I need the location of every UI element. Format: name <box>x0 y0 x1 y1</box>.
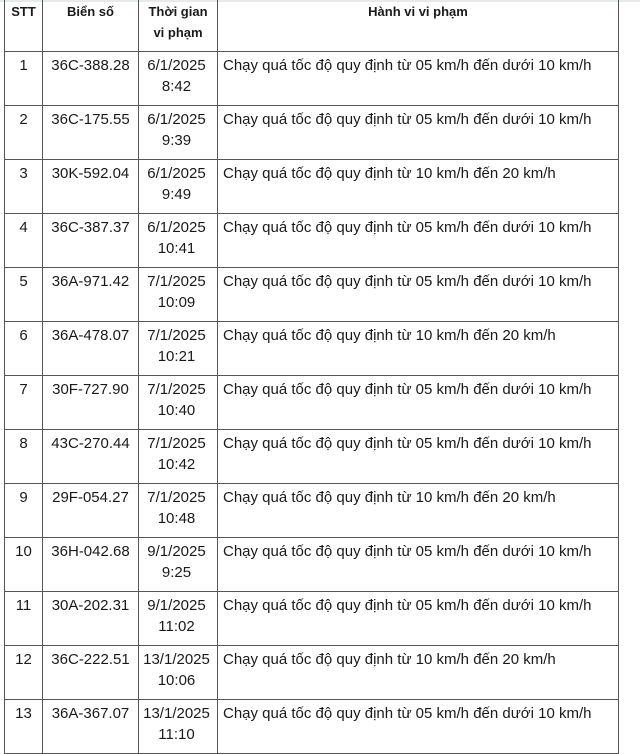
cell-date: 13/1/2025 <box>143 705 210 722</box>
header-plate-label: Biển số <box>67 4 114 19</box>
cell-violation: Chạy quá tốc độ quy định từ 05 km/h đến dưới 10 km/h <box>218 268 619 322</box>
table-row <box>5 322 619 376</box>
cell-date: 7/1/2025 <box>147 273 206 290</box>
cell-stt: 9 <box>5 484 43 538</box>
cell-stt: 2 <box>5 106 43 160</box>
cell-clock: 10:21 <box>157 348 196 365</box>
cell-plate: 30A-202.31 <box>43 592 139 646</box>
header-plate <box>43 0 139 52</box>
cell-plate: 36A-971.42 <box>43 268 139 322</box>
header-stt <box>5 0 43 52</box>
cell-stt: 1 <box>5 52 43 106</box>
header-stt-label: STT <box>11 4 36 19</box>
cell-time <box>139 160 218 214</box>
cell-clock: 10:42 <box>157 456 196 473</box>
table-row <box>5 106 619 160</box>
cell-stt: 3 <box>5 160 43 214</box>
cell-violation: Chạy quá tốc độ quy định từ 10 km/h đến 20 km/h <box>218 160 619 214</box>
cell-plate: 36H-042.68 <box>43 538 139 592</box>
cell-time <box>139 52 218 106</box>
header-time-line2: vi phạm <box>153 25 203 40</box>
header-time-line1: Thời gian <box>148 4 208 19</box>
violations-table <box>4 0 619 754</box>
cell-date: 13/1/2025 <box>143 651 210 668</box>
cell-violation: Chạy quá tốc độ quy định từ 10 km/h đến 20 km/h <box>218 646 619 700</box>
cell-date: 6/1/2025 <box>147 219 206 236</box>
cell-date: 7/1/2025 <box>147 327 206 344</box>
cell-time <box>139 592 218 646</box>
cell-time <box>139 268 218 322</box>
cell-stt: 6 <box>5 322 43 376</box>
cell-date: 7/1/2025 <box>147 435 206 452</box>
cell-plate: 36A-367.07 <box>43 700 139 754</box>
cell-plate: 36C-388.28 <box>43 52 139 106</box>
cell-plate: 36C-175.55 <box>43 106 139 160</box>
table-row <box>5 646 619 700</box>
header-row <box>5 0 619 52</box>
cell-time <box>139 430 218 484</box>
table-row <box>5 160 619 214</box>
header-violation <box>218 0 619 52</box>
cell-plate: 36C-222.51 <box>43 646 139 700</box>
cell-violation: Chạy quá tốc độ quy định từ 05 km/h đến dưới 10 km/h <box>218 106 619 160</box>
cell-date: 9/1/2025 <box>147 543 206 560</box>
cell-violation: Chạy quá tốc độ quy định từ 05 km/h đến dưới 10 km/h <box>218 592 619 646</box>
cell-time <box>139 646 218 700</box>
cell-clock: 9:49 <box>161 186 192 203</box>
header-time <box>139 0 218 52</box>
cell-clock: 9:25 <box>161 564 192 581</box>
cell-violation: Chạy quá tốc độ quy định từ 05 km/h đến dưới 10 km/h <box>218 430 619 484</box>
table-row <box>5 592 619 646</box>
cell-clock: 10:09 <box>157 294 196 311</box>
table-row <box>5 430 619 484</box>
cell-plate: 43C-270.44 <box>43 430 139 484</box>
cell-plate: 30F-727.90 <box>43 376 139 430</box>
cell-clock: 10:40 <box>157 402 196 419</box>
cell-violation: Chạy quá tốc độ quy định từ 10 km/h đến 20 km/h <box>218 322 619 376</box>
cell-stt: 8 <box>5 430 43 484</box>
table-row <box>5 484 619 538</box>
cell-stt: 10 <box>5 538 43 592</box>
cell-time <box>139 214 218 268</box>
cell-date: 6/1/2025 <box>147 57 206 74</box>
cell-stt: 13 <box>5 700 43 754</box>
cell-violation: Chạy quá tốc độ quy định từ 05 km/h đến dưới 10 km/h <box>218 538 619 592</box>
cell-violation: Chạy quá tốc độ quy định từ 05 km/h đến dưới 10 km/h <box>218 376 619 430</box>
cell-clock: 11:10 <box>158 726 195 743</box>
cell-stt: 5 <box>5 268 43 322</box>
cell-date: 6/1/2025 <box>147 111 206 128</box>
cell-time <box>139 376 218 430</box>
cell-plate: 30K-592.04 <box>43 160 139 214</box>
cell-violation: Chạy quá tốc độ quy định từ 10 km/h đến 20 km/h <box>218 484 619 538</box>
table-row <box>5 538 619 592</box>
cell-plate: 36C-387.37 <box>43 214 139 268</box>
cell-time <box>139 322 218 376</box>
header-violation-label: Hành vi vi phạm <box>368 4 468 19</box>
cell-date: 7/1/2025 <box>147 489 206 506</box>
cell-stt: 7 <box>5 376 43 430</box>
cell-time <box>139 484 218 538</box>
cell-stt: 12 <box>5 646 43 700</box>
cell-clock: 10:06 <box>157 672 196 689</box>
cell-plate: 29F-054.27 <box>43 484 139 538</box>
cell-date: 6/1/2025 <box>147 165 206 182</box>
cell-clock: 10:41 <box>157 240 196 257</box>
cell-clock: 11:02 <box>158 618 195 635</box>
table-row <box>5 376 619 430</box>
cell-violation: Chạy quá tốc độ quy định từ 05 km/h đến dưới 10 km/h <box>218 214 619 268</box>
cell-stt: 4 <box>5 214 43 268</box>
cell-time <box>139 538 218 592</box>
table-row <box>5 52 619 106</box>
cell-plate: 36A-478.07 <box>43 322 139 376</box>
cell-stt: 11 <box>5 592 43 646</box>
table-row <box>5 268 619 322</box>
cell-time <box>139 106 218 160</box>
cell-violation: Chạy quá tốc độ quy định từ 05 km/h đến dưới 10 km/h <box>218 700 619 754</box>
cell-violation: Chạy quá tốc độ quy định từ 05 km/h đến dưới 10 km/h <box>218 52 619 106</box>
cell-date: 9/1/2025 <box>147 597 206 614</box>
cell-date: 7/1/2025 <box>147 381 206 398</box>
cell-clock: 10:48 <box>157 510 196 527</box>
table-row <box>5 214 619 268</box>
cell-clock: 8:42 <box>161 78 192 95</box>
cell-clock: 9:39 <box>161 132 192 149</box>
